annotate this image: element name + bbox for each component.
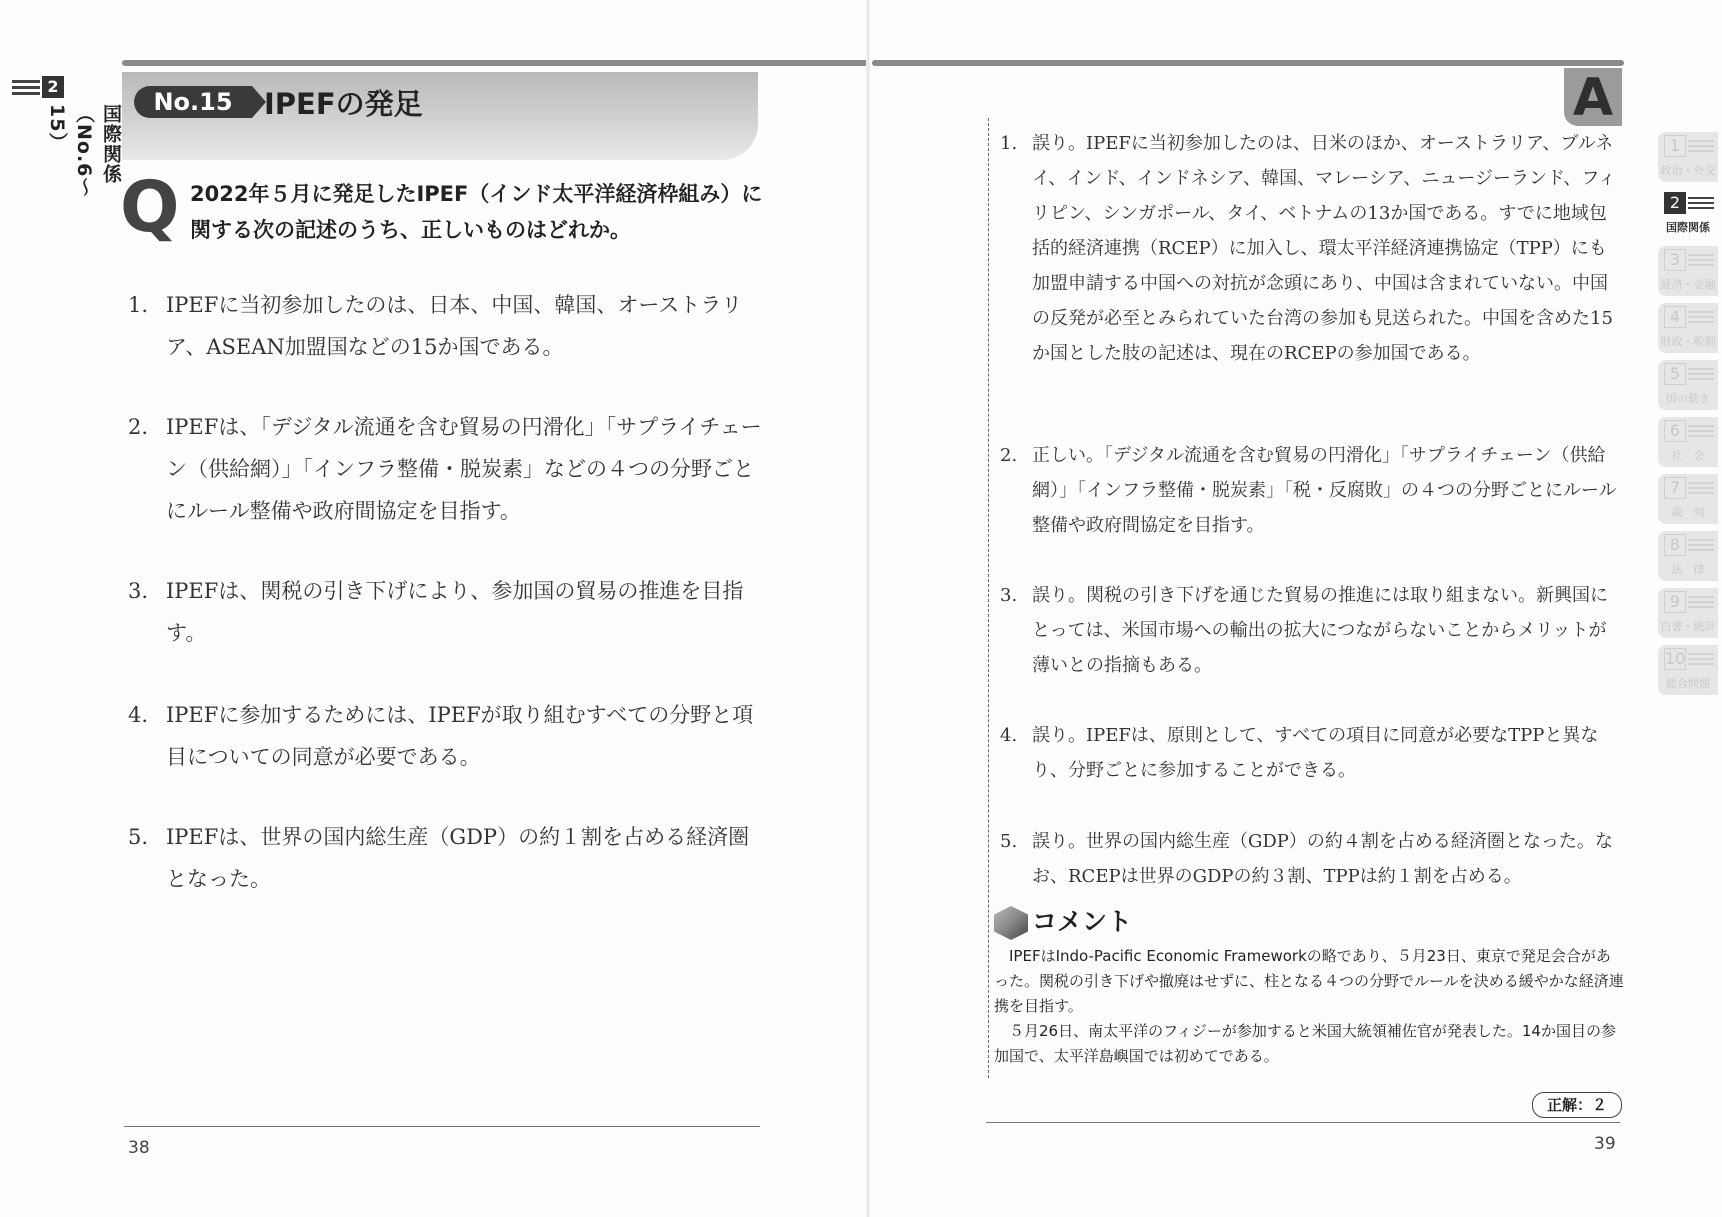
chapter-tab-9[interactable] (1658, 588, 1718, 638)
chapter-tab-4[interactable] (1658, 303, 1718, 353)
choice-text: IPEFに当初参加したのは、日本、中国、韓国、オーストラリア、ASEAN加盟国などの15か国である。 (166, 293, 743, 359)
tab-number: 7 (1664, 477, 1686, 499)
tab-number: 3 (1664, 249, 1686, 271)
tab-label: 裁 判 (1671, 506, 1705, 519)
tab-label: 経済・金融 (1660, 278, 1716, 291)
answer-text: 誤り。世界の国内総生産（GDP）の約４割を占める経済圏となった。なお、RCEPは世界のGDPの約３割、TPPは約１割を占める。 (1032, 831, 1613, 887)
answer-text: 誤り。IPEFに当初参加したのは、日米のほか、オーストラリア、ブルネイ、インド、インドネシア、韓国、マレーシア、ニュージーランド、フィリピン、シンガポール、タイ、ベトナムの13か国である。すでに地域包括的経済連携（RCEP）に加入し、環太平洋経済連携協定（TPP）にも加盟申請する中国への対抗が念頭にあり、中国は含まれていない。中国の反発が必至とみられていた台湾の参加も見送られた。中国を含めた15か国とした肢の記述は、現在のRCEPの参加国である。 (1032, 133, 1616, 364)
choice-number: 3. (128, 579, 149, 603)
tab-lines (1688, 197, 1714, 212)
tab-number: 4 (1664, 306, 1686, 328)
comment-paragraph-1: IPEFはIndo-Pacific Economic Frameworkの略であり、５月23日、東京で発足会合があった。関税の引き下げや撤廃はせずに、柱となる４つの分野でルールを決める緩やかな経済連携を目指す。 (994, 947, 1624, 1015)
tab-label: 国の動き (1666, 392, 1710, 405)
page-number-right: 39 (1594, 1134, 1616, 1154)
tab-number: 1 (1664, 135, 1686, 157)
question-mark-icon: Q (120, 166, 180, 248)
tab-label: 財政・税制 (1660, 335, 1716, 348)
tab-label: 総合問題 (1666, 677, 1710, 690)
choice-number: 5. (128, 825, 149, 849)
top-rule-left (122, 60, 868, 66)
choice-text: IPEFは、関税の引き下げにより、参加国の貿易の推進を目指す。 (166, 579, 744, 645)
chapter-number: 2 (42, 76, 64, 98)
chapter-tab-lines (12, 80, 40, 98)
choice-text: IPEFは、世界の国内総生産（GDP）の約１割を占める経済圏となった。 (166, 825, 750, 891)
choice-number: 2. (128, 415, 149, 439)
choice-text: IPEFは、「デジタル流通を含む貿易の円滑化」「サプライチェーン（供給網）」「インフラ整備・脱炭素」などの４つの分野ごとにルール整備や政府間協定を目指す。 (166, 415, 762, 523)
tab-label: 社 会 (1671, 449, 1705, 462)
tab-lines (1688, 311, 1714, 326)
answer-text: 誤り。関税の引き下げを通じた貿易の推進には取り組まない。新興国にとっては、米国市場への輸出の拡大につながらないことからメリットが薄いとの指摘もある。 (1032, 585, 1608, 676)
chapter-tab-6[interactable] (1658, 417, 1718, 467)
answer-1 (1000, 126, 1620, 371)
top-rule-right (872, 60, 1624, 66)
tab-lines (1688, 653, 1714, 668)
answer-number: 1. (1000, 133, 1018, 154)
tab-lines (1688, 596, 1714, 611)
choice-2 (128, 406, 768, 532)
choice-3 (128, 570, 768, 654)
answer-number: 5. (1000, 831, 1018, 852)
chapter-tab-5[interactable] (1658, 360, 1718, 410)
page-number-left: 38 (128, 1138, 150, 1158)
chapter-tab-2[interactable] (1658, 189, 1718, 239)
tab-lines (1688, 140, 1714, 155)
chapter-vertical-label: 国際関係（No.6〜15） (46, 104, 122, 198)
footer-rule-right (986, 1122, 1620, 1123)
question-number-badge: No.15 (134, 86, 252, 118)
chapter-tab-1[interactable] (1658, 132, 1718, 182)
tab-label: 法 律 (1671, 563, 1705, 576)
question-text: 2022年５月に発足したIPEF（インド太平洋経済枠組み）に関する次の記述のうち、正しいものはどれか。 (190, 182, 763, 242)
tab-number: 2 (1664, 192, 1686, 214)
tab-lines (1688, 482, 1714, 497)
chapter-index-tabs (1658, 132, 1718, 702)
comment-paragraph-2: ５月26日、南太平洋のフィジーが参加すると米国大統領補佐官が発表した。14か国目の参加国で、太平洋島嶼国では初めてである。 (994, 1022, 1616, 1065)
answer-text: 誤り。IPEFは、原則として、すべての項目に同意が必要なTPPと異なり、分野ごとに参加することができる。 (1032, 725, 1599, 781)
correct-answer-badge: 正解：２ (1532, 1092, 1622, 1118)
answer-text: 正しい。「デジタル流通を含む貿易の円滑化」「サプライチェーン（供給網）」「インフラ整備・脱炭素」「税・反腐敗」の４つの分野ごとにルール整備や政府間協定を目指す。 (1032, 445, 1617, 536)
choice-5 (128, 816, 768, 900)
chapter-tab-8[interactable] (1658, 531, 1718, 581)
tab-label: 国際関係 (1666, 221, 1710, 234)
tab-number: 9 (1664, 591, 1686, 613)
answer-number: 2. (1000, 445, 1018, 466)
page-title: IPEFの発足 (264, 87, 423, 121)
comment-title: コメント (1032, 907, 1133, 936)
answer-3 (1000, 578, 1620, 683)
answer-number: 4. (1000, 725, 1018, 746)
tab-label: 政治・外交 (1660, 164, 1716, 177)
answer-number: 3. (1000, 585, 1018, 606)
tab-lines (1688, 425, 1714, 440)
tab-number: 5 (1664, 363, 1686, 385)
answer-mark: A (1564, 68, 1622, 126)
choice-1 (128, 284, 768, 368)
tab-lines (1688, 368, 1714, 383)
chapter-tab-10[interactable] (1658, 645, 1718, 695)
comment-body (994, 944, 1624, 1069)
answer-2 (1000, 438, 1620, 543)
tab-number: 8 (1664, 534, 1686, 556)
answer-4 (1000, 718, 1620, 788)
choice-number: 1. (128, 293, 149, 317)
answer-5 (1000, 824, 1620, 894)
dashed-margin-line (988, 118, 989, 1078)
choice-number: 4. (128, 703, 149, 727)
footer-rule-left (124, 1126, 760, 1127)
choice-text: IPEFに参加するためには、IPEFが取り組むすべての分野と項目についての同意が必要である。 (166, 703, 754, 769)
tab-lines (1688, 254, 1714, 269)
chapter-tab-7[interactable] (1658, 474, 1718, 524)
tab-lines (1688, 539, 1714, 554)
choice-4 (128, 694, 768, 778)
tab-number: 6 (1664, 420, 1686, 442)
tab-label: 白書・統計 (1660, 620, 1716, 633)
chapter-tab-3[interactable] (1658, 246, 1718, 296)
tab-number: 10 (1665, 649, 1686, 668)
